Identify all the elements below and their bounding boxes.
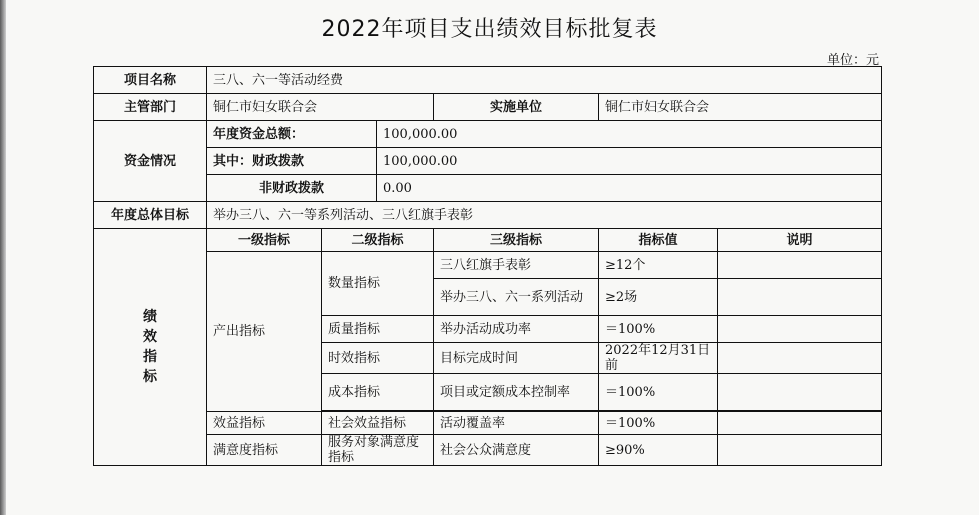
- quality-l3: 举办活动成功率: [434, 316, 599, 343]
- nonfiscal-value: 0.00: [377, 175, 882, 202]
- project-name-value: 三八、六一等活动经费: [207, 67, 882, 94]
- quality-l2: 质量指标: [322, 316, 434, 343]
- table-row: [94, 435, 882, 466]
- row-perf-header: [94, 229, 882, 252]
- benefit-l3: 活动覆盖率: [434, 412, 599, 435]
- row-department: [94, 94, 882, 121]
- satisfaction-note: [718, 435, 882, 466]
- satisfaction-l2: 服务对象满意度指标: [322, 435, 434, 466]
- perf-indicator-label: [94, 229, 207, 466]
- satisfaction-l1: 满意度指标: [207, 435, 322, 466]
- table-row: [94, 252, 882, 279]
- timeliness-value: 2022年12月31日前: [599, 343, 718, 374]
- fiscal-label: 其中：财政拨款: [207, 148, 377, 175]
- perf-label-char: 效: [143, 329, 157, 345]
- quantity-l3-2: 举办三八、六一系列活动: [434, 279, 599, 316]
- project-name-label: 项目名称: [94, 67, 207, 94]
- perf-label-char: 标: [143, 369, 157, 385]
- document-title: 2022年项目支出绩效目标批复表: [321, 17, 658, 42]
- cost-l2: 成本指标: [322, 374, 434, 411]
- row-annual-goal: [94, 202, 882, 229]
- header-l2: 二级指标: [322, 229, 434, 252]
- fund-label: 资金情况: [94, 121, 207, 202]
- quality-value: ＝100%: [599, 316, 718, 343]
- annual-total-value: 100,000.00: [377, 121, 882, 148]
- row-nonfiscal: [94, 175, 882, 202]
- scan-edge-shadow: [0, 0, 6, 515]
- nonfiscal-label: 非财政拨款: [207, 175, 377, 202]
- row-fiscal: [94, 148, 882, 175]
- timeliness-l3: 目标完成时间: [434, 343, 599, 374]
- impl-value: 铜仁市妇女联合会: [599, 94, 882, 121]
- quantity-value-2: ≥2场: [599, 279, 718, 316]
- goal-label: 年度总体目标: [94, 202, 207, 229]
- quantity-note-2: [718, 279, 882, 316]
- fiscal-value: 100,000.00: [377, 148, 882, 175]
- goal-value: 举办三八、六一等系列活动、三八红旗手表彰: [207, 202, 882, 229]
- benefit-l2: 社会效益指标: [322, 412, 434, 435]
- quantity-note-1: [718, 252, 882, 279]
- row-project-name: [94, 67, 882, 94]
- benefit-l1: 效益指标: [207, 412, 322, 435]
- impl-label: 实施单位: [434, 94, 599, 121]
- annual-total-label: 年度资金总额：: [207, 121, 377, 148]
- header-l3: 三级指标: [434, 229, 599, 252]
- cost-value: ＝100%: [599, 374, 718, 411]
- header-value: 指标值: [599, 229, 718, 252]
- cost-l3: 项目或定额成本控制率: [434, 374, 599, 411]
- output-l1: 产出指标: [207, 252, 322, 412]
- unit-label: 单位：元: [826, 53, 879, 68]
- satisfaction-l3: 社会公众满意度: [434, 435, 599, 466]
- quality-note: [718, 316, 882, 343]
- performance-table: [93, 66, 882, 466]
- timeliness-l2: 时效指标: [322, 343, 434, 374]
- quantity-value-1: ≥12个: [599, 252, 718, 279]
- dept-value: 铜仁市妇女联合会: [207, 94, 434, 121]
- quantity-l2: 数量指标: [322, 252, 434, 316]
- table-row: [94, 412, 882, 435]
- benefit-note: [718, 412, 882, 435]
- perf-label-char: 指: [143, 349, 157, 365]
- benefit-value: ＝100%: [599, 412, 718, 435]
- quantity-l3-1: 三八红旗手表彰: [434, 252, 599, 279]
- header-l1: 一级指标: [207, 229, 322, 252]
- header-note: 说明: [718, 229, 882, 252]
- row-annual-total: [94, 121, 882, 148]
- timeliness-note: [718, 343, 882, 374]
- dept-label: 主管部门: [94, 94, 207, 121]
- cost-note: [718, 374, 882, 411]
- satisfaction-value: ≥90%: [599, 435, 718, 466]
- perf-label-char: 绩: [143, 309, 157, 325]
